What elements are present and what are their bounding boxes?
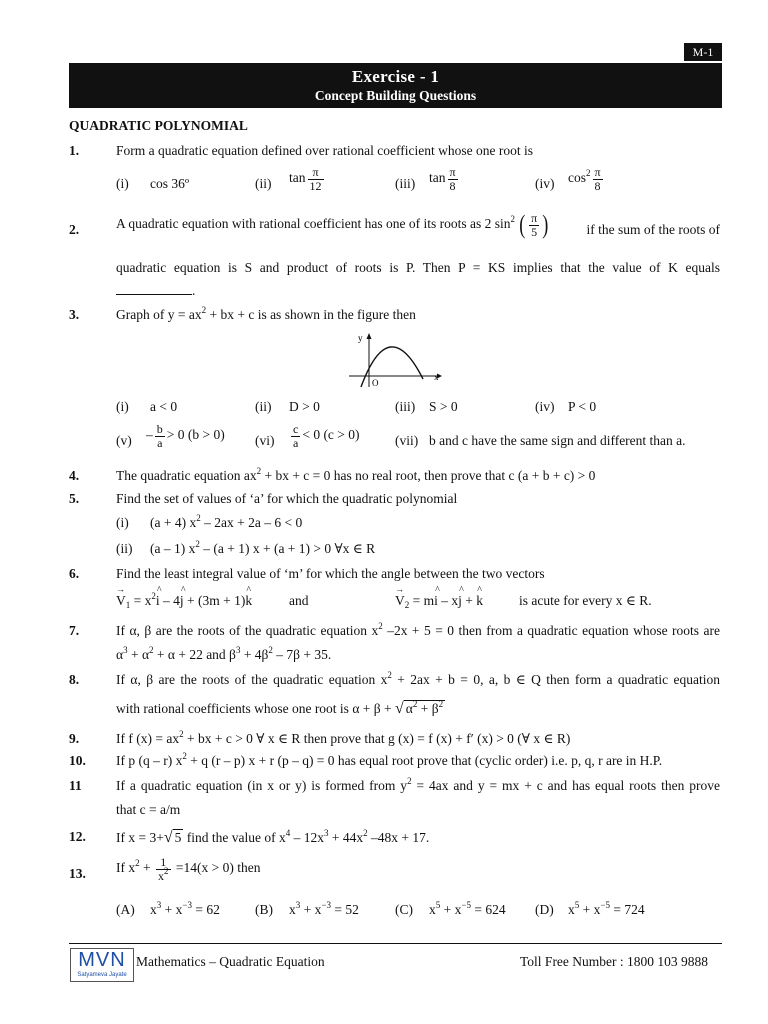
question-number: 4. (69, 468, 80, 483)
parabola-graph (345, 329, 445, 389)
option-label: (i) (116, 399, 129, 414)
y-axis-label: y (358, 333, 363, 343)
question-number: 13. (69, 866, 86, 881)
question-text: is acute for every x ∈ R. (519, 593, 652, 608)
question-text: Form a quadratic equation defined over rational coefficient whose one root is (116, 143, 533, 158)
option-label: (ii) (255, 399, 272, 414)
question-text: If α, β are the roots of the quadratic equation $x^2$ –2x + 5 = 0 then from a quadratic equation whose roots are (116, 621, 721, 638)
option-label: (i) (116, 515, 129, 530)
question-text: Find the set of values of ‘a’ for which the quadratic polynomial (116, 491, 458, 506)
option-label: (iii) (395, 399, 416, 414)
question-text: The quadratic equation $ax^2$ + bx + c = 0 has no real root, then prove that c (a + b + c) > 0 (116, 466, 596, 483)
option-label: (B) (255, 902, 273, 917)
question-number: 3. (69, 307, 80, 322)
question-text: with rational coefficients whose one root is α + β + √ $\alpha^2 + \beta^2$ (116, 699, 444, 717)
question-text: that c = a/m (116, 802, 181, 817)
option-expression: tan $\frac{\pi}{8}$ (429, 165, 456, 193)
question-number: 12. (69, 829, 86, 844)
option-label: (v) (116, 433, 132, 448)
conjunction-and: and (289, 593, 309, 608)
option-expression: tan $\frac{\pi}{12}$ (289, 165, 322, 193)
x-axis-label: x (434, 372, 439, 382)
option-label: (C) (395, 902, 413, 917)
option-text: P < 0 (568, 399, 597, 414)
option-label: (iv) (535, 399, 555, 414)
option-expression: (a + 4) $x^2 - 2ax + 2a - 6 < 0$ (150, 513, 303, 530)
y-axis-arrow (367, 333, 372, 339)
option-text: S > 0 (429, 399, 458, 414)
footer-toll-free: Toll Free Number : 1800 103 9888 (520, 954, 709, 969)
option-label: (iv) (535, 176, 555, 191)
question-text: If f $(x) = ax^2$ + bx + c > 0 ∀ x ∈ R then prove that g (x) = f (x) + f′ (x) > 0 (∀ x ∈ R) (116, 729, 571, 746)
option-expression: $\frac{c}{a}$ < 0 (c > 0) (293, 422, 360, 450)
page-number-tag: M-1 (684, 43, 722, 61)
option-label: (vii) (395, 433, 419, 448)
vector-v2: → $V_2$ = m^ i – x^ j + ^ k (395, 593, 483, 609)
question-text: A quadratic equation with rational coefficient has one of its roots as 2 $\sin^2$ ( $\frac{\pi}{5}$ ) if the sum of the roots of (116, 210, 720, 240)
option-label: (ii) (255, 176, 272, 191)
option-text: b and c have the same sign and different than a. (429, 433, 686, 448)
option-label: (i) (116, 176, 129, 191)
option-expression: (a – 1) $x^2 - (a + 1) x + (a + 1) > 0$ ∀x ∈ R (150, 539, 376, 556)
option-label: (A) (116, 902, 135, 917)
question-text: If p (q – r) $x^2 + q$ (r – p) x + r (p – q) = 0 has equal root prove that (cyclic order) i.e. p, q, r are in H.P. (116, 751, 663, 768)
footer-subject: Mathematics – Quadratic Equation (136, 954, 325, 969)
question-number: 8. (69, 672, 80, 687)
option-expression: $x^5 + x^{-5} = 724$ (568, 900, 645, 917)
exercise-title: Exercise - 1 (351, 67, 440, 86)
parabola-curve (361, 347, 423, 387)
question-text: quadratic equation is S and product of roots is P. Then P = KS implies that the value of K equals (116, 260, 720, 275)
question-text: If a quadratic equation (in x or y) is formed from $y^2 = 4ax$ and y = mx + c and has equal roots then prove (116, 776, 720, 793)
option-text: cos 36º (150, 176, 190, 191)
vector-v1: → $V_1$ = $x^2\^{}$ i – 4^ j + (3m + 1)^ k (116, 593, 252, 609)
mvn-logo: MVN Satyameva Jayate (70, 948, 134, 982)
option-expression: $x^5 + x^{-5} = 624$ (429, 900, 506, 917)
option-label: (iii) (395, 176, 416, 191)
question-text: Find the least integral value of ‘m’ for which the angle between the two vectors (116, 566, 545, 581)
question-number: 11 (69, 778, 82, 793)
answer-blank: . (116, 283, 195, 299)
question-number: 2. (69, 222, 80, 237)
question-number: 6. (69, 566, 80, 581)
question-number: 5. (69, 491, 80, 506)
section-heading: QUADRATIC POLYNOMIAL (69, 118, 248, 133)
option-expression: $\cos^2$ $\frac{\pi}{8}$ (568, 165, 601, 193)
option-label: (D) (535, 902, 554, 917)
footer-divider (69, 943, 722, 944)
question-number: 9. (69, 731, 80, 746)
question-number: 10. (69, 753, 86, 768)
exercise-banner (69, 63, 722, 108)
question-text: Graph of $y = ax^2$ + bx + c is as shown in the figure then (116, 305, 416, 322)
question-text: If α, β are the roots of the quadratic equation $x^2 + 2ax + b = 0$, a, b ∈ Q then form a quadratic equation (116, 670, 720, 687)
option-text: D > 0 (289, 399, 320, 414)
option-label: (ii) (116, 541, 133, 556)
origin-label: O (372, 378, 379, 388)
option-expression: – $\frac{b}{a}$ > 0 (b > 0) (146, 422, 225, 450)
option-text: a < 0 (150, 399, 178, 414)
question-number: 1. (69, 143, 80, 158)
option-label: (vi) (255, 433, 275, 448)
option-expression: $x^3 + x^{-3} = 62$ (150, 900, 220, 917)
question-text: If $x^2$ + $\frac{1}{x^2}$ =14(x > 0) then (116, 855, 261, 883)
question-text: $\alpha^3 + \alpha^2 + \alpha + 22$ and $\beta^3 + 4\beta^2 - 7\beta + 35$. (116, 645, 332, 662)
question-number: 7. (69, 623, 80, 638)
option-expression: $x^3 + x^{-3} = 52$ (289, 900, 359, 917)
exercise-subtitle: Concept Building Questions (314, 88, 477, 103)
question-text: If x = 3+√ 5 find the value of $x^4 - 12x^3 + 44x^2$ –48x + 17. (116, 828, 430, 846)
